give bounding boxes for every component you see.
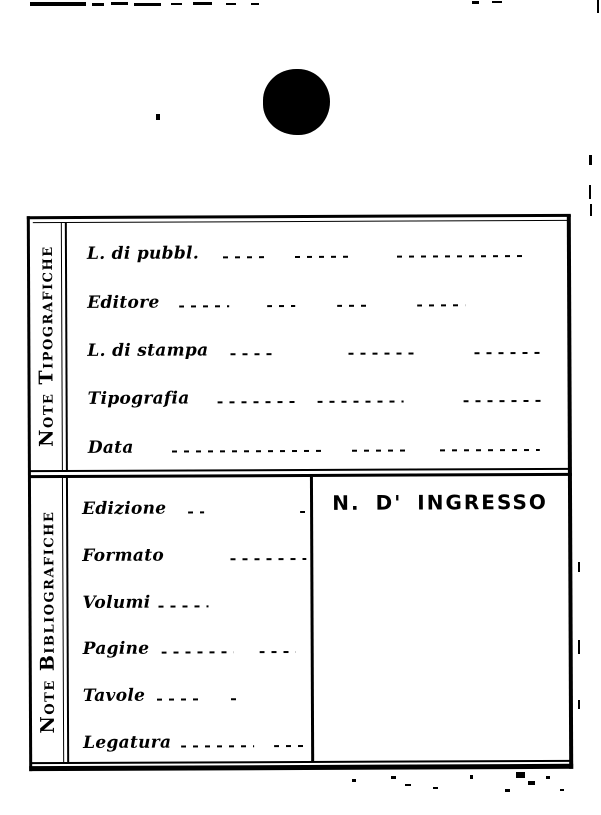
form-field-row <box>83 685 309 706</box>
form-field-row <box>82 592 308 613</box>
scan-artifact <box>578 700 580 709</box>
fill-in-line <box>181 745 254 747</box>
scan-artifact <box>405 784 411 786</box>
fill-in-line <box>157 698 205 700</box>
fill-in-line <box>300 511 306 513</box>
fill-in-line <box>274 745 309 747</box>
scan-artifact <box>470 775 473 779</box>
table-border-top <box>27 214 571 219</box>
fill-in-line <box>231 698 237 700</box>
scan-artifact <box>546 776 550 779</box>
fill-in-line <box>180 305 230 307</box>
field-label: Formato <box>82 545 165 566</box>
scan-artifact <box>578 640 580 654</box>
fill-in-line <box>338 304 370 306</box>
form-field-row <box>87 339 559 361</box>
fill-in-line <box>230 353 276 355</box>
scan-artifact <box>111 2 128 5</box>
hole-punch <box>263 69 330 135</box>
scan-artifact <box>589 155 592 165</box>
scan-artifact <box>134 3 161 6</box>
field-label: Data <box>87 437 134 458</box>
scan-artifact <box>472 1 479 4</box>
scan-artifact <box>156 114 160 120</box>
fill-in-line <box>352 449 412 451</box>
scan-artifact <box>226 3 236 5</box>
scan-artifact <box>528 781 535 785</box>
ingresso-cell-divider <box>310 477 314 761</box>
section-tipografiche-fields <box>87 228 560 472</box>
form-field-row <box>82 545 308 566</box>
scan-artifact <box>516 772 525 778</box>
fill-in-line <box>318 401 404 403</box>
field-label: L. di stampa <box>87 340 209 361</box>
sidebar-label-note-bibliografiche <box>33 476 62 768</box>
scan-artifact <box>251 3 259 5</box>
field-label: Edizione <box>82 498 167 520</box>
section-divider <box>30 473 572 478</box>
field-label: Editore <box>87 292 160 313</box>
table-border-top-inner <box>33 220 569 223</box>
fill-in-line <box>268 305 296 307</box>
fill-in-line <box>161 652 233 654</box>
fill-in-line <box>464 400 544 402</box>
fill-in-line <box>348 352 418 354</box>
field-label: Volumi <box>82 592 151 613</box>
form-field-row <box>82 498 308 519</box>
section-bibliografiche-fields <box>82 485 309 766</box>
form-field-row <box>87 242 559 264</box>
fill-in-line <box>397 255 529 258</box>
sidebar-rule <box>66 478 69 762</box>
scan-artifact <box>505 789 510 792</box>
form-field-row <box>88 387 560 409</box>
sidebar-rule <box>62 478 64 762</box>
catalog-card-table <box>27 212 573 771</box>
ingresso-heading: N. D' INGRESSO <box>332 489 548 515</box>
field-label: Pagine <box>82 638 150 660</box>
scan-artifact <box>578 562 580 572</box>
scan-artifact <box>590 204 592 216</box>
fill-in-line <box>295 256 351 258</box>
field-label: Legatura <box>83 732 172 753</box>
fill-in-line <box>230 558 306 560</box>
scan-artifact <box>193 2 212 5</box>
form-field-row <box>88 436 560 458</box>
fill-in-line <box>223 256 265 258</box>
fill-in-line <box>259 651 295 653</box>
form-field-row <box>83 638 309 659</box>
scan-artifact <box>352 779 356 782</box>
scan-artifact <box>92 3 104 6</box>
scan-artifact <box>560 789 564 791</box>
sidebar-label-note-tipografiche <box>32 222 61 470</box>
scan-artifact <box>171 3 182 5</box>
scan-artifact <box>391 776 396 779</box>
scan-artifact <box>597 0 599 13</box>
scan-artifact <box>589 185 591 199</box>
fill-in-line <box>418 304 466 306</box>
form-field-row <box>83 732 309 753</box>
table-border-right <box>567 215 573 769</box>
scan-artifact <box>433 787 438 789</box>
sidebar-label-text: Note Bibliografiche <box>36 510 60 734</box>
fill-in-line <box>188 512 204 514</box>
sidebar-rule <box>65 222 68 470</box>
scan-artifact <box>492 1 502 3</box>
fill-in-line <box>474 352 546 354</box>
fill-in-line <box>440 449 540 451</box>
fill-in-line <box>218 401 296 403</box>
fill-in-line <box>159 605 209 607</box>
field-label: Tavole <box>82 685 146 706</box>
fill-in-line <box>172 450 324 453</box>
field-label: L. di pubbl. <box>86 243 200 265</box>
sidebar-rule <box>61 222 63 470</box>
field-label: Tipografia <box>87 388 190 410</box>
form-field-row <box>87 290 559 312</box>
scan-artifact <box>30 2 86 6</box>
sidebar-label-text: Note Tipografiche <box>34 245 58 447</box>
